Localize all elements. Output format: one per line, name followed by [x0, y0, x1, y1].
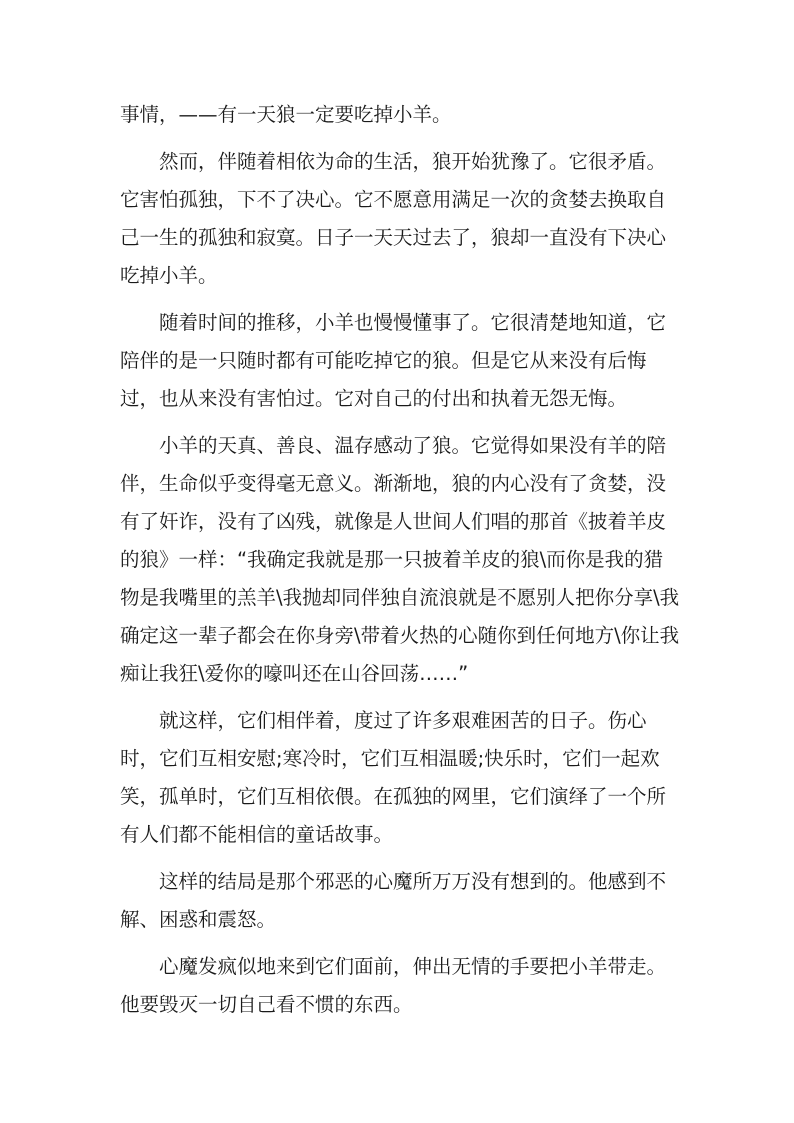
- paragraph-6: 这样的结局是那个邪恶的心魔所万万没有想到的。他感到不解、困惑和震怒。: [120, 870, 667, 931]
- paragraph-3: 随着时间的推移，小羊也慢慢懂事了。它很清楚地知道，它陪伴的是一只随时都有可能吃掉它的狼。但是它从来没有后悔过，也从来没有害怕过。它对自己的付出和执着无怨无悔。: [120, 311, 667, 410]
- paragraph-2: 然而，伴随着相依为命的生活，狼开始犹豫了。它很矛盾。它害怕孤独，下不了决心。它不愿意用满足一次的贪婪去换取自己一生的孤独和寂寞。日子一天天过去了，狼却一直没有下决心吃掉小羊。: [120, 150, 667, 287]
- paragraph-5: 就这样，它们相伴着，度过了许多艰难困苦的日子。伤心时，它们互相安慰;寒冷时，它们互相温暖;快乐时，它们一起欢笑，孤单时，它们互相依偎。在孤独的网里，它们演绎了一个所有人们都不能相信的童话故事。: [120, 709, 667, 846]
- paragraph-1: 事情，——有一天狼一定要吃掉小羊。: [120, 103, 452, 126]
- document-body: [120, 96, 680, 1033]
- paragraph-4: 小羊的天真、善良、温存感动了狼。它觉得如果没有羊的陪伴，生命似乎变得毫无意义。渐渐地，狼的内心没有了贪婪，没有了奸诈，没有了凶残，就像是人世间人们唱的那首《披着羊皮的狼》一样：“我确定我就是那一只披着羊皮的狼\而你是我的猎物是我嘴里的羔羊\我抛却同伴独自流浪就是不愿别人把你分享\我确定这一辈子都会在你身旁\带着火热的心随你到任何地方\你让我痴让我狂\爱你的嚎叫还在山谷回荡……”: [120, 434, 680, 685]
- paragraph-7: 心魔发疯似地来到它们面前，伸出无情的手要把小羊带走。他要毁灭一切自己看不惯的东西。: [120, 955, 667, 1016]
